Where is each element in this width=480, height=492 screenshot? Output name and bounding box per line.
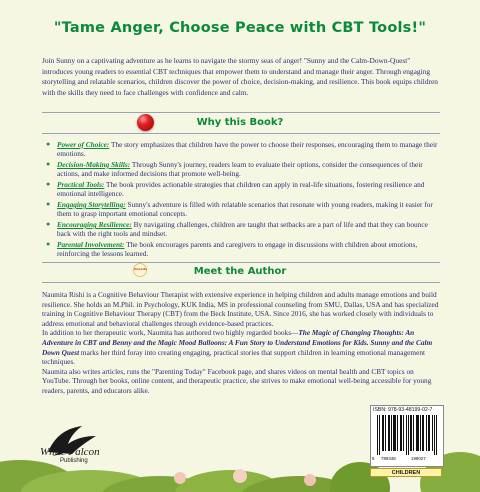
divider-author-bottom (42, 282, 440, 283)
book-titles: The Magic of Changing Thoughts: An Adventure in CBT and Benny and the Magic Mood Balloons: A Fun Story to Understand Emotions for Kids. Sunny and the Calm Down Quest (42, 328, 433, 357)
item-term: Power of Choice: (57, 140, 110, 149)
publisher-name: White Falcon (40, 446, 100, 458)
author-bio (42, 290, 442, 396)
list-item (46, 140, 440, 159)
category-badge: CHILDREN (370, 468, 442, 477)
intro-paragraph: Join Sunny on a captivating adventure as he learns to navigate the stormy seas of anger! "Sunny and the Calm-Down-Quest" introduces young readers to essential CBT techniques that empower them to understand and manage their anger. Through engaging storytelling and relatable scenarios, children discover the power of choice, decision-making, and resilience. This book equips children with the skills they need to face challenges with confidence and calm. (42, 56, 438, 97)
barcode-bars (375, 415, 439, 455)
bio-paragraph: Naumita Rishi is a Cognitive Behaviour Therapist with extensive experience in helping children and adults manage emotions and build resilience. She holds an M.Phil. in Psychology, KUK India, MS in professional counseling from SMU, Dallas, USA and has specialized training in Cognitive Behaviour Therapy (CBT) from the Beck Institute, USA. Since 2016, she has worked closely with individuals to address emotional and behavioral challenges through evidence-based practices. (42, 290, 439, 328)
bullet-icon: ● (46, 160, 51, 168)
bio-text: In addition to her therapeutic work, Naumita has authored two highly regarded books— (42, 328, 299, 338)
why-list (46, 140, 440, 260)
barcode (370, 405, 444, 467)
cover-headline: "Tame Anger, Choose Peace with CBT Tools!" (53, 20, 427, 36)
bio-text: marks her third foray into creating engaging, practical stories that support children in learning emotional management techniques. (42, 347, 425, 367)
item-text: Through Sunny's journey, readers learn to evaluate their options, consider the consequences of their actions, and make informed decisions that promote well-being. (57, 160, 423, 179)
logo-text: OneLife (134, 267, 148, 271)
barcode-digits: 199027 (411, 456, 426, 461)
bullet-icon: ● (46, 140, 51, 148)
list-item (46, 200, 440, 219)
divider-why (42, 133, 440, 134)
bio-paragraph: Naumita also writes articles, runs the "Parenting Today" Facebook page, and shares videos on mental health and CBT topics on YouTube. Through her books, online content, and therapeutic practice, she strives to make emotional well-being accessible for young readers, parents, and educators alike. (42, 366, 432, 395)
item-term: Engaging Storytelling: (57, 200, 126, 209)
divider-author (42, 262, 440, 263)
list-item (46, 220, 440, 239)
item-term: Encouraging Resilience: (57, 220, 132, 229)
barcode-digit: 9 (372, 456, 375, 461)
item-term: Decision-Making Skills: (57, 160, 131, 169)
item-text: The book encourages parents and caregivers to engage in discussions with children about emotions, reinforcing the lessons learned. (57, 240, 418, 259)
item-text: The book provides actionable strategies that children can apply in real-life situations, fostering resilience and emotional intelligence. (57, 180, 425, 199)
publisher-subtitle: Publishing (60, 458, 88, 464)
bullet-icon: ● (46, 220, 51, 228)
item-term: Parental Involvement: (57, 240, 125, 249)
bullet-icon: ● (46, 180, 51, 188)
list-item (46, 160, 440, 179)
isbn-text: ISBN: 978-93-48199-02-7 (373, 407, 433, 413)
item-text: Sunny's adventure is filled with relatable scenarios that resonate with young readers, making it easier for them to grasp important emotional concepts. (57, 200, 433, 219)
author-section-title: Meet the Author (193, 266, 287, 277)
item-text: The story emphasizes that children have the power to choose their responses, encouraging them to manage their emotions. (57, 140, 438, 159)
divider-top (42, 112, 440, 113)
item-text: By navigating challenges, children are taught that setbacks are a part of life and that they can bounce back with the right tools and mindset. (57, 220, 428, 239)
why-section-title: Why this Book? (196, 117, 284, 128)
list-item (46, 240, 440, 259)
bio-paragraph (42, 328, 442, 366)
bullet-icon: ● (46, 200, 51, 208)
list-item (46, 180, 440, 199)
item-term: Practical Tools: (57, 180, 105, 189)
barcode-digits: 789348 (381, 456, 396, 461)
bullet-icon: ● (46, 240, 51, 248)
